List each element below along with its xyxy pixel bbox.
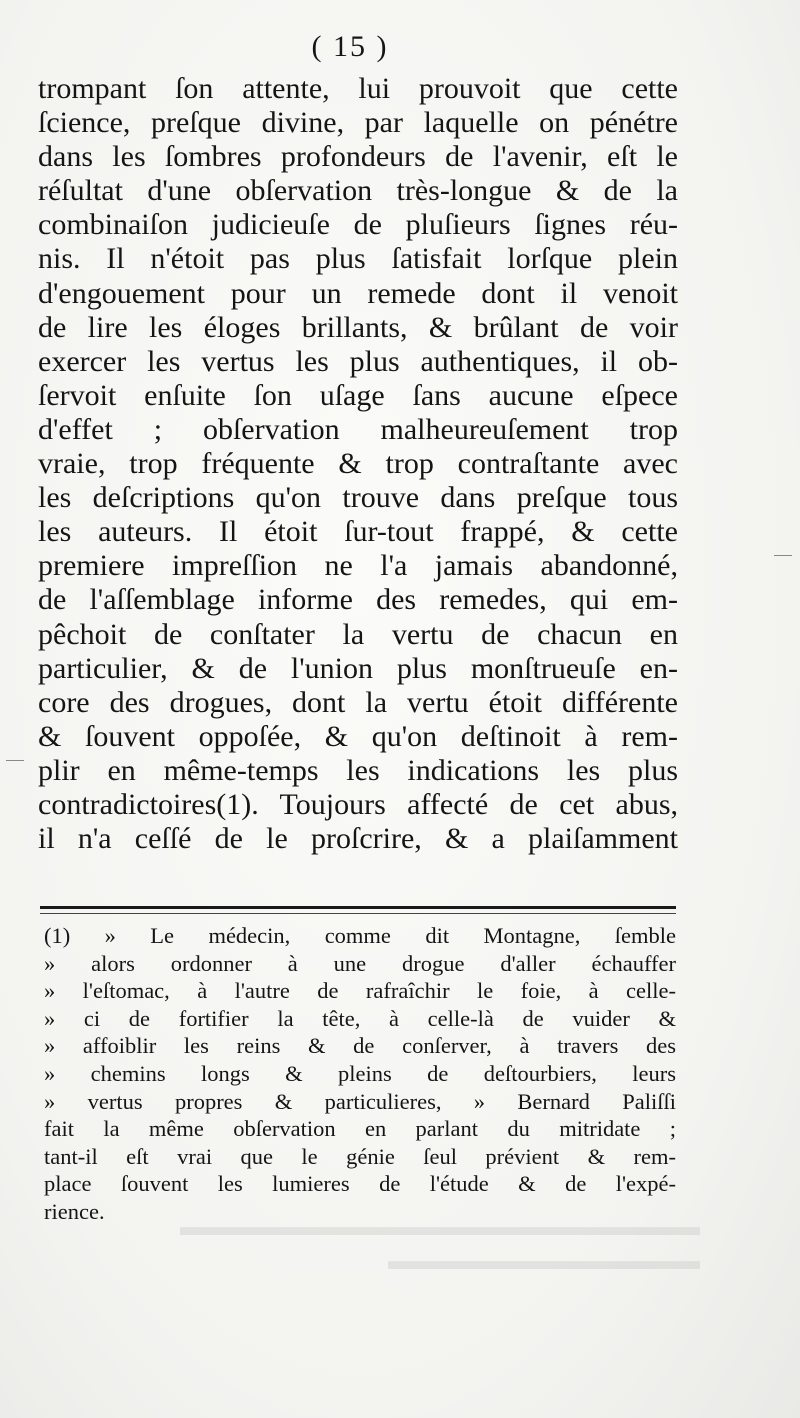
footnote-line: » chemins longs & pleins de deſtourbiers, leurs [44, 1060, 676, 1086]
page-number: ( 15 ) [311, 30, 389, 63]
text-line: exercer les vertus les plus authentiques, il ob- [38, 344, 678, 378]
footnote-line: (1) » Le médecin, comme dit Montagne, ſemble [44, 923, 676, 948]
text-line: pêchoit de conſtater la vertu de chacun en [38, 617, 678, 651]
footnote-separator-rule [40, 906, 676, 909]
footnote-line: » alors ordonner à une drogue d'aller échauffer [44, 950, 676, 976]
text-line: d'effet ; obſervation malheureuſement trop [38, 412, 678, 446]
text-line: particulier, & de l'union plus monſtrueuſe en- [38, 651, 678, 685]
margin-dash [774, 555, 792, 556]
footnote-separator-rule-thin [40, 913, 676, 914]
footnote-line: » affoiblir les reins & de conſerver, à travers des [44, 1033, 676, 1059]
text-line: réſultat d'une obſervation très-longue & de la [38, 174, 678, 208]
footnote [44, 922, 676, 1226]
footnote-line: place ſouvent les lumieres de l'étude & de l'expé- [44, 1171, 676, 1197]
footnote-line: tant-il eſt vrai que le génie ſeul prévient & rem- [44, 1143, 676, 1169]
text-line: ſcience, preſque divine, par laquelle on pénétre [38, 106, 678, 140]
footnote-line: » l'eſtomac, à l'autre de rafraîchir le foie, à celle- [44, 978, 676, 1004]
text-line: & ſouvent oppoſée, & qu'on deſtinoit à rem- [38, 719, 678, 753]
text-line: de l'aſſemblage informe des remedes, qui em- [38, 583, 678, 617]
footnote-line: » ci de fortifier la tête, à celle-là de vuider & [44, 1005, 676, 1031]
text-line: vraie, trop fréquente & trop contraſtante avec [38, 447, 678, 481]
text-line: d'engouement pour un remede dont il venoit [38, 276, 678, 310]
text-line: de lire les éloges brillants, & brûlant de voir [38, 310, 678, 344]
text-line: premiere impreſſion ne l'a jamais abandonné, [38, 549, 678, 583]
text-line: les auteurs. Il étoit ſur-tout frappé, & cette [38, 515, 678, 549]
text-line: les deſcriptions qu'on trouve dans preſque tous [38, 481, 678, 515]
text-line: combinaiſon judicieuſe de pluſieurs ſignes réu- [38, 208, 678, 242]
text-line: nis. Il n'étoit pas plus ſatisfait lorſque plein [38, 242, 678, 276]
text-line: contradictoires(1). Toujours affecté de cet abus, [38, 787, 678, 821]
text-line: trompant ſon attente, lui prouvoit que cette [38, 72, 678, 105]
footnote-line: rience. [44, 1198, 105, 1224]
text-line: ſervoit enſuite ſon uſage ſans aucune eſpece [38, 378, 678, 412]
footnote-line: fait la même obſervation en parlant du mitridate ; [44, 1116, 676, 1142]
text-line: plir en même-temps les indications les plus [38, 753, 678, 787]
margin-dash [6, 760, 24, 761]
text-line: dans les ſombres profondeurs de l'avenir, eſt le [38, 140, 678, 174]
text-line: core des drogues, dont la vertu étoit différente [38, 685, 678, 719]
footnote-line: » vertus propres & particulieres, » Bernard Paliſſi [44, 1088, 676, 1114]
text-line: il n'a ceſſé de le proſcrire, & a plaiſamment [38, 822, 678, 856]
show-through-ghost-text: ▬▬▬▬▬▬▬▬▬▬▬▬▬▬▬▬▬▬▬▬ ▬▬▬▬▬▬▬▬▬▬▬▬ [180, 1212, 700, 1275]
main-text [38, 72, 678, 856]
